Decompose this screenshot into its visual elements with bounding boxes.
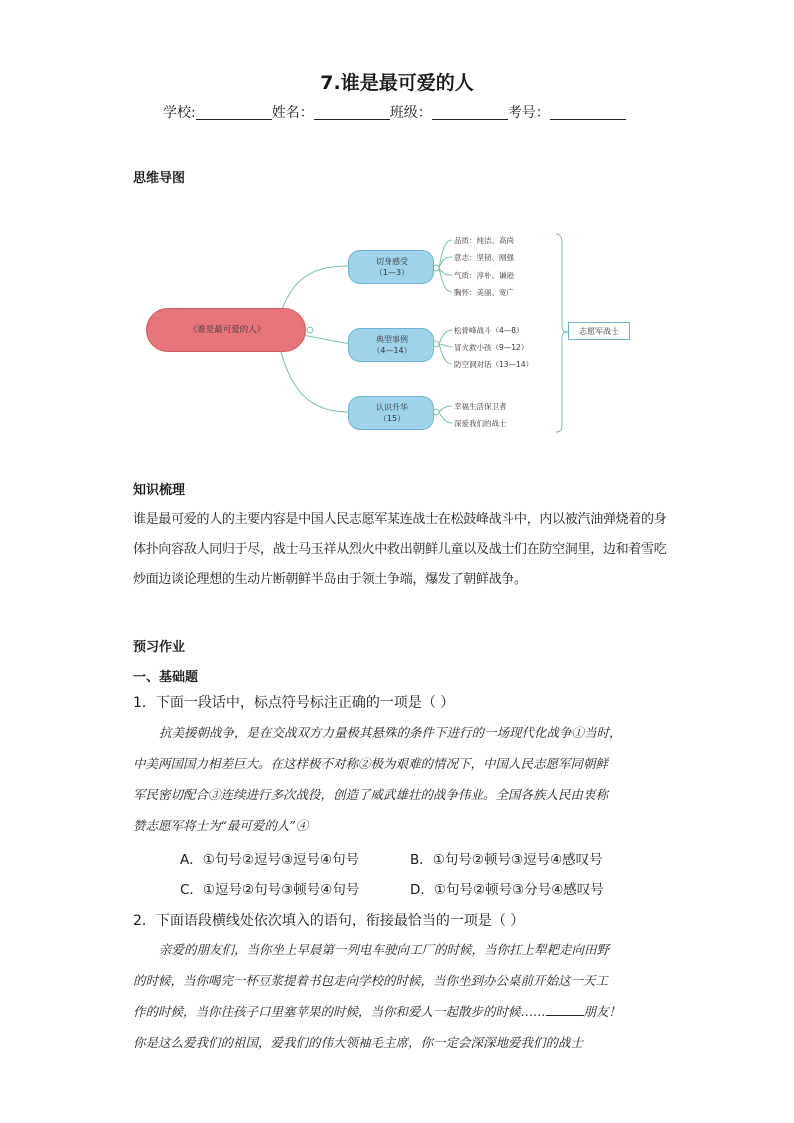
- q1-passage-line-2: 中美两国国力相差巨大。在这样极不对称②极为艰难的情况下，中国人民志愿军同朝鲜: [133, 756, 609, 771]
- mindmap-branch-1: [348, 250, 434, 284]
- branch-2-range: （4—14）: [372, 346, 412, 355]
- q2-answer-blank[interactable]: [546, 1003, 584, 1016]
- q1-passage-line-4: 赞志愿军将士为“最可爱的人”④: [133, 818, 309, 833]
- branch-3-range: （15）: [378, 414, 406, 423]
- mindmap-summary: [568, 322, 630, 340]
- class-label: 班级：: [389, 105, 432, 121]
- q1-stem: 1．下面一段话中，标点符号标注正确的一项是（ ）: [133, 695, 455, 711]
- q1-option-c[interactable]: C．①逗号②句号③顿号④句号: [180, 882, 360, 898]
- knowledge-text: [133, 505, 667, 595]
- leaf-1-1: 品质：纯洁、高尚: [454, 236, 514, 245]
- q2-passage-line-1: 亲爱的朋友们，当你坐上早晨第一列电车驶向工厂的时候，当你扛上犁耙走向田野: [159, 942, 610, 957]
- q1-option-d[interactable]: D．①句号②顿号③分号④感叹号: [410, 882, 604, 898]
- school-label: 学校:: [163, 105, 196, 121]
- leaf-1-3: 气质：淳朴、谦逊: [454, 271, 514, 280]
- q1-passage: [133, 717, 673, 841]
- leaf-1-2: 意志：坚韧、刚强: [454, 253, 514, 262]
- q2-passage-line-3-wrap: [133, 996, 673, 1027]
- mindmap-root-label: 《谁是最可爱的人》: [188, 325, 266, 335]
- knowledge-line-2: 体扑向容敌人同归于尽，战士马玉祥从烈火中救出朝鲜儿童以及战士们在防空洞里，边和着雪吃: [133, 542, 667, 557]
- student-info-line: [163, 102, 626, 122]
- leaf-1-4: 胸怀：美丽、宽广: [454, 288, 514, 297]
- q1-option-b[interactable]: B．①句号②顿号③逗号④感叹号: [410, 852, 603, 868]
- knowledge-heading: 知识梳理: [133, 483, 186, 498]
- leaf-2-2: 冒火救小孩（9—12）: [454, 343, 529, 352]
- class-blank[interactable]: [432, 105, 508, 120]
- knowledge-line-1: 谁是最可爱的人的主要内容是中国人民志愿军某连战士在松鼓峰战斗中，内以被汽油弹烧着的身: [133, 512, 667, 527]
- mindmap-heading: 思维导图: [133, 171, 186, 186]
- name-blank[interactable]: [314, 105, 390, 120]
- knowledge-line-3: 炒面边谈论理想的生动片断朝鲜半岛由于领土争端，爆发了朝鲜战争。: [133, 572, 527, 587]
- q1-option-a[interactable]: A．①句号②逗号③逗号④句号: [180, 852, 360, 868]
- mindmap-branch-3: [348, 396, 434, 430]
- leaf-2-1: 松骨峰战斗（4—8）: [454, 326, 524, 335]
- branch-1-label: 切身感受: [376, 257, 408, 266]
- q2-blank-after: 朋友！: [583, 1004, 622, 1019]
- exam-blank[interactable]: [550, 105, 626, 120]
- q1-passage-line-3: 军民密切配合③连续进行多次战役，创造了威武雄壮的战争伟业。全国各族人民由衷称: [133, 787, 609, 802]
- exam-label: 考号：: [507, 105, 550, 121]
- preview-heading: 预习作业: [133, 640, 186, 655]
- branch-3-label: 认识升华: [376, 403, 408, 412]
- q2-passage-line-2: 的时候，当你喝完一杯豆浆提着书包走向学校的时候，当你坐到办公桌前开始这一天工: [133, 973, 609, 988]
- name-label: 姓名：: [271, 105, 314, 121]
- q2-passage-line-3: 作的时候，当你往孩子口里塞苹果的时候，当你和爱人一起散步的时候……: [133, 1004, 546, 1019]
- q2-passage-line-4: 你是这么爱我们的祖国，爱我们的伟大领袖毛主席，你一定会深深地爱我们的战士: [133, 1035, 584, 1050]
- leaf-3-1: 幸福生活保卫者: [454, 402, 507, 411]
- leaf-2-3: 防空洞对话（13—14）: [454, 360, 534, 369]
- q1-passage-line-1: 抗美援朝战争，是在交战双方力量极其悬殊的条件下进行的一场现代化战争①当时，: [159, 725, 622, 740]
- leaf-3-2: 深爱我们的战士: [454, 419, 507, 428]
- page-title: 7.谁是最可爱的人: [320, 72, 474, 94]
- q2-passage: [133, 934, 673, 1058]
- school-blank[interactable]: [196, 105, 272, 120]
- mindmap-branch-2: [348, 328, 434, 362]
- mindmap-figure: [138, 226, 568, 436]
- branch-2-label: 典型事例: [376, 335, 408, 344]
- branch-1-range: （1—3）: [374, 268, 410, 277]
- summary-label: 志愿军战士: [579, 327, 619, 336]
- q2-stem: 2．下面语段横线处依次填入的语句，衔接最恰当的一项是（ ）: [133, 913, 525, 929]
- mindmap-root: [146, 308, 306, 352]
- basic-heading: 一、基础题: [133, 670, 199, 685]
